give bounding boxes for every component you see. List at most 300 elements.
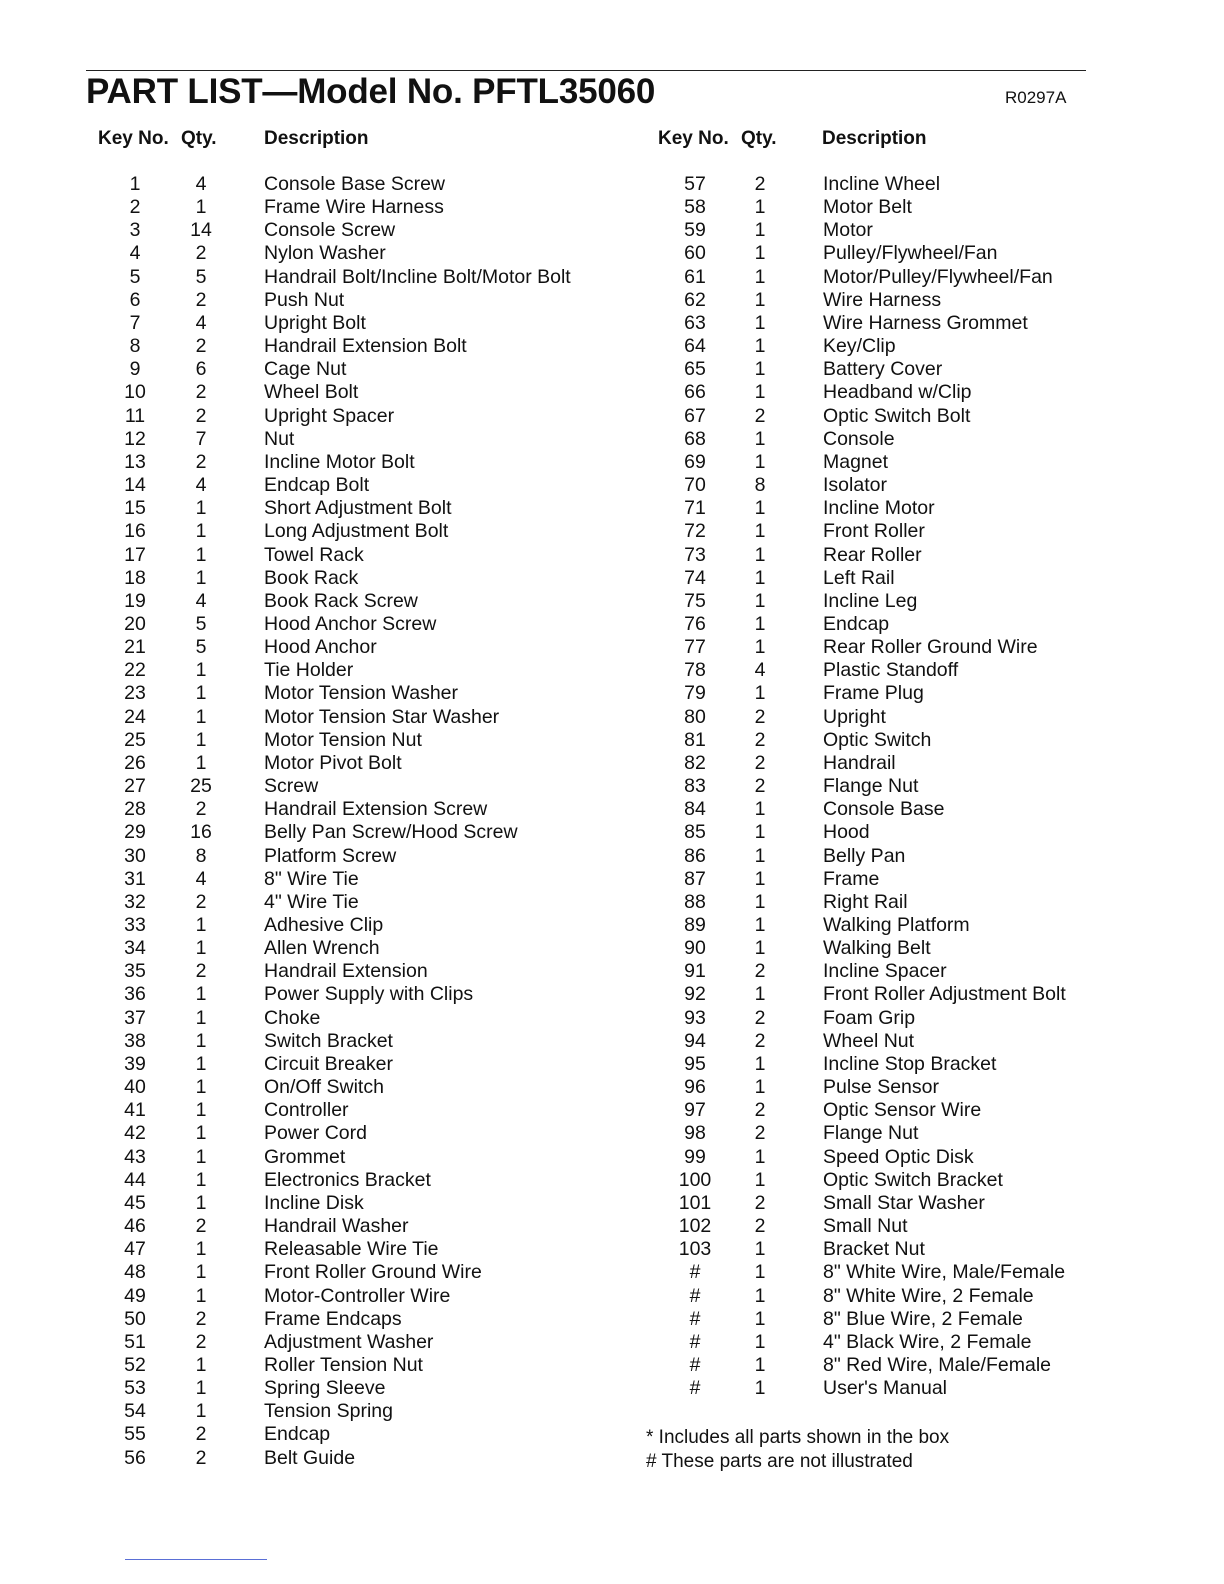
key-no: 67 (684, 404, 706, 427)
part-row (0, 219, 1224, 242)
part-description: Incline Wheel (823, 173, 941, 195)
key-no: 27 (124, 775, 146, 798)
part-row (0, 1169, 1224, 1192)
key-no: 80 (684, 705, 706, 728)
qty: 2 (754, 705, 766, 728)
qty: 1 (754, 450, 766, 473)
part-row (0, 289, 1224, 312)
qty: 1 (195, 543, 207, 566)
part-row (0, 1285, 1224, 1308)
part-description: Small Star Washer (823, 1191, 985, 1214)
key-no: 72 (684, 520, 706, 543)
qty: 1 (754, 1238, 766, 1261)
part-description: Allen Wrench (264, 937, 380, 960)
qty: 1 (195, 1284, 207, 1307)
qty: 1 (754, 798, 766, 821)
part-row (0, 937, 1224, 960)
qty: 8 (195, 844, 207, 867)
key-no: 39 (124, 1052, 146, 1075)
part-description: Motor-Controller Wire (264, 1284, 451, 1307)
part-description: Wire Harness Grommet (823, 311, 1028, 334)
qty: 4 (754, 659, 766, 682)
key-no: 58 (684, 196, 706, 219)
part-description: Belt Guide (264, 1446, 356, 1469)
key-no: 6 (129, 288, 141, 311)
key-no: 26 (124, 751, 146, 774)
key-no: 41 (124, 1099, 146, 1122)
qty: 1 (754, 520, 766, 543)
part-description: Grommet (264, 1145, 346, 1168)
part-description: Screw (264, 775, 319, 798)
qty: 1 (754, 1168, 766, 1191)
key-no: 50 (124, 1307, 146, 1330)
key-no: 64 (684, 335, 706, 358)
key-no: 20 (124, 612, 146, 635)
part-row (0, 775, 1224, 798)
qty-header: Qty. (181, 128, 217, 149)
qty: 1 (195, 1052, 207, 1075)
qty: 1 (754, 1307, 766, 1330)
part-description: Handrail Extension Screw (264, 798, 488, 821)
qty: 4 (195, 589, 207, 612)
qty: 1 (195, 914, 207, 936)
part-row (0, 729, 1224, 752)
qty: 1 (195, 1029, 207, 1052)
footnotes (646, 1426, 949, 1474)
part-description: Pulse Sensor (823, 1076, 939, 1099)
part-description: Towel Rack (264, 543, 364, 566)
part-row (0, 1308, 1224, 1331)
qty: 1 (754, 1377, 766, 1400)
key-no: # (689, 1284, 701, 1307)
part-description: Handrail Extension (264, 960, 428, 983)
part-row (0, 1447, 600, 1470)
part-description: Adhesive Clip (264, 914, 384, 936)
part-description: Endcap (264, 1423, 331, 1446)
part-row (0, 1261, 1224, 1284)
qty: 1 (754, 566, 766, 589)
part-description: Flange Nut (823, 1122, 919, 1145)
key-no: 24 (124, 705, 146, 728)
key-no: 55 (124, 1423, 146, 1446)
part-description: User's Manual (823, 1377, 948, 1400)
qty: 1 (754, 381, 766, 404)
part-row (0, 335, 1224, 358)
key-no: 29 (124, 821, 146, 844)
qty: 2 (195, 960, 207, 983)
key-no: 3 (129, 219, 141, 242)
key-no: 84 (684, 798, 706, 821)
qty: 1 (754, 914, 766, 936)
qty: 5 (195, 636, 207, 659)
key-no: 53 (124, 1377, 146, 1400)
part-description: Hood Anchor Screw (264, 612, 437, 635)
part-description: Left Rail (823, 566, 895, 589)
part-description: Frame Endcaps (264, 1307, 402, 1330)
key-no: 97 (684, 1099, 706, 1122)
part-description: Rear Roller (823, 543, 922, 566)
part-row (0, 1099, 1224, 1122)
key-no: 57 (684, 173, 706, 195)
part-row (0, 983, 1224, 1006)
part-row (0, 1192, 1224, 1215)
qty: 2 (195, 1307, 207, 1330)
qty: 1 (754, 335, 766, 358)
qty: 1 (754, 1076, 766, 1099)
qty: 4 (195, 311, 207, 334)
key-no: 78 (684, 659, 706, 682)
part-description: Incline Motor Bolt (264, 450, 415, 473)
part-description: Roller Tension Nut (264, 1353, 423, 1376)
part-description: Incline Leg (823, 589, 918, 612)
qty-header: Qty. (741, 128, 777, 149)
key-no: 17 (124, 543, 146, 566)
qty: 1 (754, 1145, 766, 1168)
key-no: 8 (129, 335, 141, 358)
key-no: 10 (124, 381, 146, 404)
key-no: 68 (684, 427, 706, 450)
key-no: 52 (124, 1353, 146, 1376)
part-row (0, 1354, 1224, 1377)
qty: 1 (754, 937, 766, 960)
qty: 1 (195, 682, 207, 705)
part-row (0, 636, 1224, 659)
key-no: 74 (684, 566, 706, 589)
part-row (0, 845, 1224, 868)
footnote-included: * Includes all parts shown in the box (646, 1427, 950, 1448)
part-row (0, 451, 1224, 474)
part-description: Speed Optic Disk (823, 1145, 974, 1168)
qty: 1 (195, 1006, 207, 1029)
key-no: 36 (124, 983, 146, 1006)
key-no-header: Key No. (658, 128, 729, 149)
part-row (0, 960, 1224, 983)
qty: 1 (754, 1353, 766, 1376)
qty: 1 (754, 612, 766, 635)
key-no: 51 (124, 1330, 146, 1353)
key-no: 92 (684, 983, 706, 1006)
part-description: Platform Screw (264, 844, 397, 867)
part-row (0, 173, 1224, 196)
part-description: Handrail (823, 751, 896, 774)
qty: 1 (754, 890, 766, 913)
key-no: 32 (124, 890, 146, 913)
key-no: 86 (684, 844, 706, 867)
qty: 1 (754, 196, 766, 219)
part-row (0, 266, 1224, 289)
part-description: Console Screw (264, 219, 396, 242)
part-description: Motor (823, 219, 873, 242)
key-no-header: Key No. (98, 128, 169, 149)
key-no: 23 (124, 682, 146, 705)
key-no: 28 (124, 798, 146, 821)
key-no: 79 (684, 682, 706, 705)
key-no: 73 (684, 543, 706, 566)
part-description: Power Supply with Clips (264, 983, 474, 1006)
qty: 2 (195, 381, 207, 404)
part-description: Magnet (823, 450, 889, 473)
part-row (0, 567, 1224, 590)
qty: 1 (195, 1377, 207, 1400)
part-description: 4" Wire Tie (264, 890, 359, 913)
key-no: 22 (124, 659, 146, 682)
key-no: 101 (678, 1191, 712, 1214)
key-no: 49 (124, 1284, 146, 1307)
key-no: 61 (684, 265, 706, 288)
part-description: Front Roller Ground Wire (264, 1261, 482, 1284)
key-no: 30 (124, 844, 146, 867)
part-row (0, 821, 1224, 844)
key-no: 100 (678, 1168, 712, 1191)
part-description: Book Rack (264, 566, 359, 589)
qty: 2 (195, 242, 207, 265)
qty: 1 (195, 751, 207, 774)
key-no: 48 (124, 1261, 146, 1284)
qty: 2 (195, 404, 207, 427)
part-row (0, 1238, 1224, 1261)
key-no: 31 (124, 867, 146, 890)
part-description: Motor Tension Star Washer (264, 705, 500, 728)
key-no: 7 (129, 311, 141, 334)
part-description: Front Roller (823, 520, 925, 543)
key-no: # (689, 1261, 701, 1284)
part-description: Frame Wire Harness (264, 196, 444, 219)
qty: 2 (195, 1423, 207, 1446)
right-parts-list (0, 173, 1224, 1400)
part-description: Power Cord (264, 1122, 367, 1145)
part-row (0, 613, 1224, 636)
key-no: 4 (129, 242, 141, 265)
part-description: Controller (264, 1099, 349, 1122)
qty: 2 (195, 890, 207, 913)
part-description: 4" Black Wire, 2 Female (823, 1330, 1032, 1353)
part-row (0, 868, 1224, 891)
qty: 1 (754, 497, 766, 520)
key-no: 42 (124, 1122, 146, 1145)
qty: 1 (195, 1099, 207, 1122)
qty: 1 (754, 1261, 766, 1284)
qty: 1 (195, 1191, 207, 1214)
document-code: R0297A (1005, 88, 1067, 107)
part-description: Foam Grip (823, 1006, 916, 1029)
key-no: 93 (684, 1006, 706, 1029)
part-description: Book Rack Screw (264, 589, 418, 612)
key-no: # (689, 1377, 701, 1400)
qty: 1 (754, 983, 766, 1006)
qty: 14 (190, 219, 212, 242)
part-description: Incline Motor (823, 497, 935, 520)
key-no: 9 (129, 358, 141, 381)
key-no: 71 (684, 497, 706, 520)
part-description: Circuit Breaker (264, 1052, 393, 1075)
key-no: 21 (124, 636, 146, 659)
key-no: 33 (124, 914, 146, 936)
key-no: 15 (124, 497, 146, 520)
qty: 1 (754, 821, 766, 844)
qty: 1 (195, 1400, 207, 1423)
key-no: 88 (684, 890, 706, 913)
key-no: 1 (129, 173, 141, 195)
key-no: 44 (124, 1168, 146, 1191)
key-no: 77 (684, 636, 706, 659)
qty: 2 (754, 775, 766, 798)
qty: 2 (754, 173, 766, 195)
qty: 1 (195, 705, 207, 728)
part-row (0, 1007, 1224, 1030)
qty: 1 (754, 358, 766, 381)
key-no: 46 (124, 1215, 146, 1238)
part-description: Belly Pan Screw/Hood Screw (264, 821, 518, 844)
part-description: Releasable Wire Tie (264, 1238, 439, 1261)
key-no: 35 (124, 960, 146, 983)
key-no: 75 (684, 589, 706, 612)
part-row (0, 428, 1224, 451)
part-description: Front Roller Adjustment Bolt (823, 983, 1066, 1006)
qty: 1 (754, 867, 766, 890)
part-description: Frame Plug (823, 682, 924, 705)
qty: 1 (195, 659, 207, 682)
qty: 8 (754, 474, 766, 497)
key-no: 91 (684, 960, 706, 983)
footnote-not-illustrated: # These parts are not illustrated (646, 1451, 913, 1472)
qty: 2 (754, 1006, 766, 1029)
part-description: Incline Disk (264, 1191, 364, 1214)
part-row (0, 1076, 1224, 1099)
key-no: 45 (124, 1191, 146, 1214)
part-description: Right Rail (823, 890, 908, 913)
part-row (0, 405, 1224, 428)
qty: 1 (195, 196, 207, 219)
key-no: 99 (684, 1145, 706, 1168)
part-row (0, 358, 1224, 381)
part-description: Upright Bolt (264, 311, 366, 334)
part-description: Switch Bracket (264, 1029, 393, 1052)
part-row (0, 1030, 1224, 1053)
qty: 25 (190, 775, 212, 798)
part-description: Walking Platform (823, 914, 970, 936)
key-no: 102 (678, 1215, 712, 1238)
part-description: Handrail Extension Bolt (264, 335, 467, 358)
part-description: Tie Holder (264, 659, 354, 682)
part-row (0, 474, 1224, 497)
part-row (0, 544, 1224, 567)
part-description: Adjustment Washer (264, 1330, 434, 1353)
part-description: Hood (823, 821, 870, 844)
key-no: # (689, 1330, 701, 1353)
part-description: Headband w/Clip (823, 381, 972, 404)
part-description: Nylon Washer (264, 242, 386, 265)
part-row (0, 1331, 1224, 1354)
part-description: Wire Harness (823, 288, 942, 311)
part-row (0, 590, 1224, 613)
part-description: Endcap (823, 612, 890, 635)
key-no: 40 (124, 1076, 146, 1099)
part-description: Motor Tension Nut (264, 728, 422, 751)
part-description: Electronics Bracket (264, 1168, 431, 1191)
qty: 1 (195, 1238, 207, 1261)
part-row (0, 914, 1224, 937)
qty: 1 (754, 288, 766, 311)
part-row (0, 381, 1224, 404)
part-description: Nut (264, 427, 295, 450)
part-description: Optic Switch Bolt (823, 404, 971, 427)
bottom-rule (125, 1559, 267, 1560)
qty: 1 (754, 427, 766, 450)
qty: 1 (754, 265, 766, 288)
part-description: Handrail Washer (264, 1215, 409, 1238)
qty: 2 (195, 798, 207, 821)
part-row (0, 1215, 1224, 1238)
key-no: 63 (684, 311, 706, 334)
part-row (0, 752, 1224, 775)
part-description: Tension Spring (264, 1400, 393, 1423)
part-description: Optic Switch (823, 728, 932, 751)
part-description: Rear Roller Ground Wire (823, 636, 1038, 659)
part-description: Motor Belt (823, 196, 912, 219)
key-no: 65 (684, 358, 706, 381)
qty: 7 (195, 427, 207, 450)
part-row (0, 196, 1224, 219)
key-no: 76 (684, 612, 706, 635)
part-description: Motor/Pulley/Flywheel/Fan (823, 265, 1053, 288)
qty: 1 (754, 1052, 766, 1075)
key-no: 87 (684, 867, 706, 890)
part-row (0, 1122, 1224, 1145)
part-row (0, 312, 1224, 335)
part-description: 8" Blue Wire, 2 Female (823, 1307, 1023, 1330)
part-description: Plastic Standoff (823, 659, 959, 682)
part-row (0, 497, 1224, 520)
key-no: 54 (124, 1400, 146, 1423)
qty: 2 (195, 1330, 207, 1353)
key-no: 98 (684, 1122, 706, 1145)
qty: 1 (195, 566, 207, 589)
qty: 2 (754, 728, 766, 751)
part-description: Battery Cover (823, 358, 943, 381)
part-description: 8" White Wire, Male/Female (823, 1261, 1066, 1284)
key-no: 96 (684, 1076, 706, 1099)
page-title: PART LIST—Model No. PFTL35060 (86, 72, 656, 111)
part-row (0, 706, 1224, 729)
key-no: 18 (124, 566, 146, 589)
key-no: 69 (684, 450, 706, 473)
part-description: Motor Tension Washer (264, 682, 459, 705)
key-no: 19 (124, 589, 146, 612)
qty: 5 (195, 612, 207, 635)
qty: 1 (754, 844, 766, 867)
part-description: Hood Anchor (264, 636, 377, 659)
qty: 4 (195, 474, 207, 497)
key-no: 16 (124, 520, 146, 543)
part-description: Console (823, 427, 895, 450)
part-description: Motor Pivot Bolt (264, 751, 402, 774)
part-row (0, 659, 1224, 682)
qty: 2 (754, 1029, 766, 1052)
part-row (0, 1053, 1224, 1076)
qty: 1 (195, 1122, 207, 1145)
part-description: 8" Wire Tie (264, 867, 359, 890)
key-no: 14 (124, 474, 146, 497)
qty: 2 (754, 1122, 766, 1145)
qty: 2 (754, 1099, 766, 1122)
qty: 2 (195, 450, 207, 473)
part-description: Optic Sensor Wire (823, 1099, 982, 1122)
qty: 1 (754, 1284, 766, 1307)
part-description: Short Adjustment Bolt (264, 497, 452, 520)
key-no: # (689, 1307, 701, 1330)
part-description: Key/Clip (823, 335, 896, 358)
qty: 1 (195, 1353, 207, 1376)
